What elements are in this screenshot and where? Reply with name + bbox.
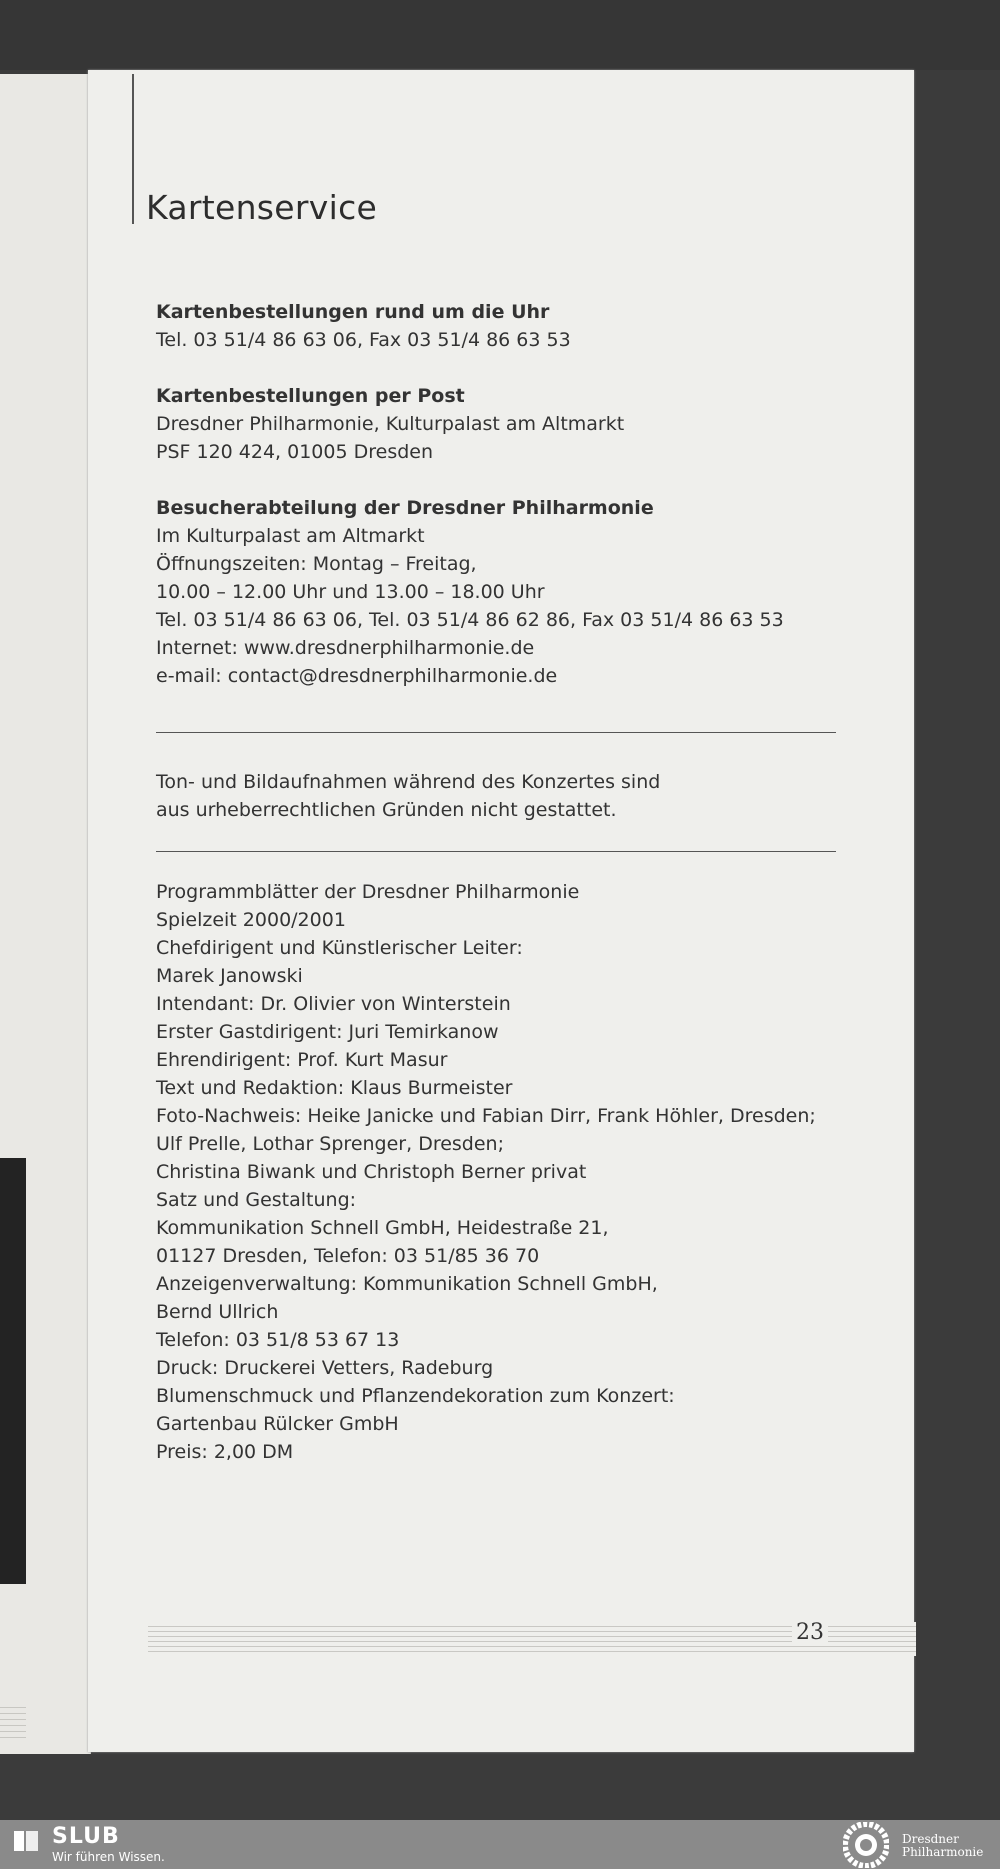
imprint (156, 878, 816, 1466)
section-line: PSF 120 424, 01005 Dresden (156, 441, 434, 463)
divider-bottom (156, 851, 836, 852)
imprint-line: Ehrendirigent: Prof. Kurt Masur (156, 1049, 448, 1071)
imprint-line: Text und Redaktion: Klaus Burmeister (156, 1077, 513, 1099)
section-orders-24h (156, 298, 571, 354)
document-page (88, 70, 914, 1752)
book-icon (13, 1829, 39, 1853)
imprint-line: Satz und Gestaltung: (156, 1189, 357, 1211)
imprint-line: Kommunikation Schnell GmbH, Heidestraße 21, (156, 1217, 609, 1239)
section-line: Im Kulturpalast am Altmarkt (156, 525, 425, 547)
notice-line: aus urheberrechtlichen Gründen nicht gestattet. (156, 799, 617, 821)
section-heading: Kartenbestellungen per Post (156, 385, 465, 407)
imprint-line: Marek Janowski (156, 965, 303, 987)
imprint-line: Erster Gastdirigent: Juri Temirkanow (156, 1021, 499, 1043)
imprint-line: Anzeigenverwaltung: Kommunikation Schnell GmbH, (156, 1273, 658, 1295)
scan-background (0, 0, 1000, 70)
imprint-line: Spielzeit 2000/2001 (156, 909, 346, 931)
previous-page-footer-lines (0, 1702, 26, 1738)
imprint-line: 01127 Dresden, Telefon: 03 51/85 36 70 (156, 1245, 540, 1267)
section-heading: Besucherabteilung der Dresdner Philharmonie (156, 497, 654, 519)
notice-line: Ton- und Bildaufnahmen während des Konzertes sind (156, 771, 661, 793)
section-heading: Kartenbestellungen rund um die Uhr (156, 301, 550, 323)
slub-logo-text[interactable]: SLUB (52, 1824, 120, 1849)
section-line: 10.00 – 12.00 Uhr und 13.00 – 18.00 Uhr (156, 581, 545, 603)
section-orders-post (156, 382, 624, 466)
imprint-line: Druck: Druckerei Vetters, Radeburg (156, 1357, 494, 1379)
imprint-line: Christina Biwank und Christoph Berner privat (156, 1161, 587, 1183)
philharmonie-logo-icon (843, 1822, 889, 1868)
imprint-line: Intendant: Dr. Olivier von Winterstein (156, 993, 511, 1015)
page-title: Kartenservice (146, 188, 378, 227)
imprint-line: Telefon: 03 51/8 53 67 13 (156, 1329, 400, 1351)
partner-name-line: Philharmonie (902, 1845, 984, 1859)
partner-logo-text[interactable] (902, 1833, 983, 1859)
imprint-line: Foto-Nachweis: Heike Janicke und Fabian Dirr, Frank Höhler, Dresden; (156, 1105, 816, 1127)
section-visitor-dept (156, 494, 784, 690)
section-line: Öffnungszeiten: Montag – Freitag, (156, 553, 477, 575)
imprint-line: Blumenschmuck und Pflanzendekoration zum Konzert: (156, 1385, 675, 1407)
section-line: Dresdner Philharmonie, Kulturpalast am Altmarkt (156, 413, 625, 435)
email-link[interactable]: e-mail: contact@dresdnerphilharmonie.de (156, 665, 558, 687)
title-margin-line (132, 74, 134, 224)
partner-name-line: Dresdner (902, 1832, 959, 1846)
previous-page-edge (0, 74, 91, 1754)
imprint-line: Gartenbau Rülcker GmbH (156, 1413, 399, 1435)
imprint-line: Chefdirigent und Künstlerischer Leiter: (156, 937, 523, 959)
divider-top (156, 732, 836, 733)
section-line: Tel. 03 51/4 86 63 06, Fax 03 51/4 86 63 53 (156, 329, 571, 351)
imprint-line: Preis: 2,00 DM (156, 1441, 294, 1463)
website-link[interactable]: Internet: www.dresdnerphilharmonie.de (156, 637, 535, 659)
recording-notice (156, 768, 660, 824)
section-line: Tel. 03 51/4 86 63 06, Tel. 03 51/4 86 62 86, Fax 03 51/4 86 63 53 (156, 609, 784, 631)
imprint-line: Ulf Prelle, Lothar Sprenger, Dresden; (156, 1133, 505, 1155)
page-number: 23 (792, 1620, 828, 1645)
imprint-line: Programmblätter der Dresdner Philharmonie (156, 881, 580, 903)
imprint-line: Bernd Ullrich (156, 1301, 279, 1323)
slub-tagline: Wir führen Wissen. (52, 1850, 165, 1864)
previous-page-image-fragment (0, 1158, 26, 1584)
